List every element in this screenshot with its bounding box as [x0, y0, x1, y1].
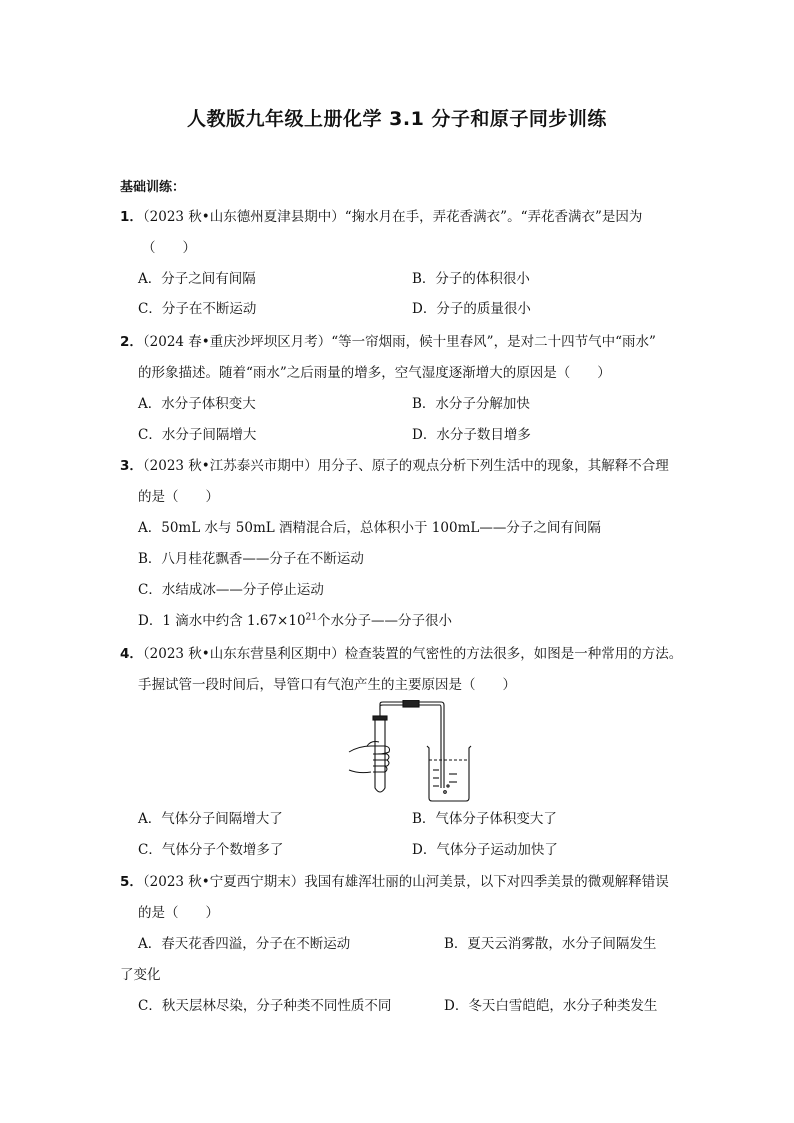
question-2-stem-line-2: 的形象描述。随着“雨水”之后雨量的增多，空气湿度逐渐增大的原因是（ ）: [138, 365, 611, 381]
question-number: 4．: [120, 646, 143, 662]
question-number: 5．: [120, 874, 143, 890]
question-number: 2．: [120, 334, 143, 350]
q2-option-c[interactable]: C．水分子间隔增大: [138, 427, 257, 443]
section-heading: 基础训练：: [120, 180, 186, 195]
q4-option-a[interactable]: A．气体分子间隔增大了: [138, 811, 283, 827]
question-number: 3．: [120, 458, 143, 474]
question-5-stem-line-1: 5．（2023 秋•宁夏西宁期末）我国有雄浑壮丽的山河美景，以下对四季美景的微观解释错误: [120, 874, 669, 890]
beaker-icon: [427, 746, 471, 801]
q3-option-d[interactable]: D．1 滴水中约含 $1.67\times 10^{21}$个水分子——分子很小: [138, 612, 452, 629]
question-2-stem-line-1: 2．（2024 春•重庆沙坪坝区月考）“等一帘烟雨，候十里春风”，是对二十四节气中“雨水”: [120, 334, 656, 350]
airtightness-test-apparatus-figure: [345, 700, 485, 802]
delivery-tube-icon: [380, 700, 444, 788]
page-title: 人教版九年级上册化学 3.1 分子和原子同步训练: [187, 108, 607, 130]
q2-option-a[interactable]: A．水分子体积变大: [138, 396, 256, 412]
q2-option-b[interactable]: B．水分子分解加快: [412, 396, 530, 412]
q3-option-a[interactable]: A．50mL 水与 50mL 酒精混合后，总体积小于 100mL——分子之间有间隔: [138, 520, 601, 536]
hand-icon: [349, 742, 390, 773]
question-5-stem-line-2: 的是（ ）: [138, 905, 219, 921]
q4-option-d[interactable]: D．气体分子运动加快了: [412, 842, 558, 858]
q2-option-d[interactable]: D．水分子数目增多: [412, 427, 531, 443]
q5-option-d[interactable]: D．冬天白雪皑皑，水分子种类发生: [444, 998, 658, 1014]
q5-option-c[interactable]: C．秋天层林尽染，分子种类不同性质不同: [138, 998, 392, 1014]
question-3-stem-line-1: 3．（2023 秋•江苏泰兴市期中）用分子、原子的观点分析下列生活中的现象，其解释不合理: [120, 458, 669, 474]
question-number: 1．: [120, 209, 143, 225]
exponent: 21: [305, 612, 317, 623]
q1-option-a[interactable]: A．分子之间有间隔: [138, 271, 256, 287]
q5-option-b-continuation: 了变化: [120, 967, 161, 983]
q5-option-a[interactable]: A．春天花香四溢，分子在不断运动: [138, 936, 351, 952]
question-1-stem-line-2: （ ）: [142, 240, 196, 256]
question-3-stem-line-2: 的是（ ）: [138, 489, 219, 505]
q4-option-b[interactable]: B．气体分子体积变大了: [412, 811, 557, 827]
q4-option-c[interactable]: C．气体分子个数增多了: [138, 842, 284, 858]
q1-option-b[interactable]: B．分子的体积很小: [412, 271, 530, 287]
q5-option-b[interactable]: B．夏天云消雾散，水分子间隔发生: [444, 936, 657, 952]
question-4-stem-line-2: 手握试管一段时间后，导管口有气泡产生的主要原因是（ ）: [138, 677, 516, 693]
q1-option-c[interactable]: C．分子在不断运动: [138, 301, 257, 317]
question-4-stem-line-1: 4．（2023 秋•山东东营垦利区期中）检查装置的气密性的方法很多，如图是一种常用的方法。: [120, 646, 683, 662]
question-1-stem-line-1: 1．（2023 秋•山东德州夏津县期中）“掬水月在手，弄花香满衣”。“弄花香满衣”是因为: [120, 209, 643, 225]
q3-option-c[interactable]: C．水结成冰——分子停止运动: [138, 582, 324, 598]
q1-option-d[interactable]: D．分子的质量很小: [412, 301, 531, 317]
test-tube-icon: [373, 708, 387, 792]
q3-option-b[interactable]: B．八月桂花飘香——分子在不断运动: [138, 551, 364, 567]
